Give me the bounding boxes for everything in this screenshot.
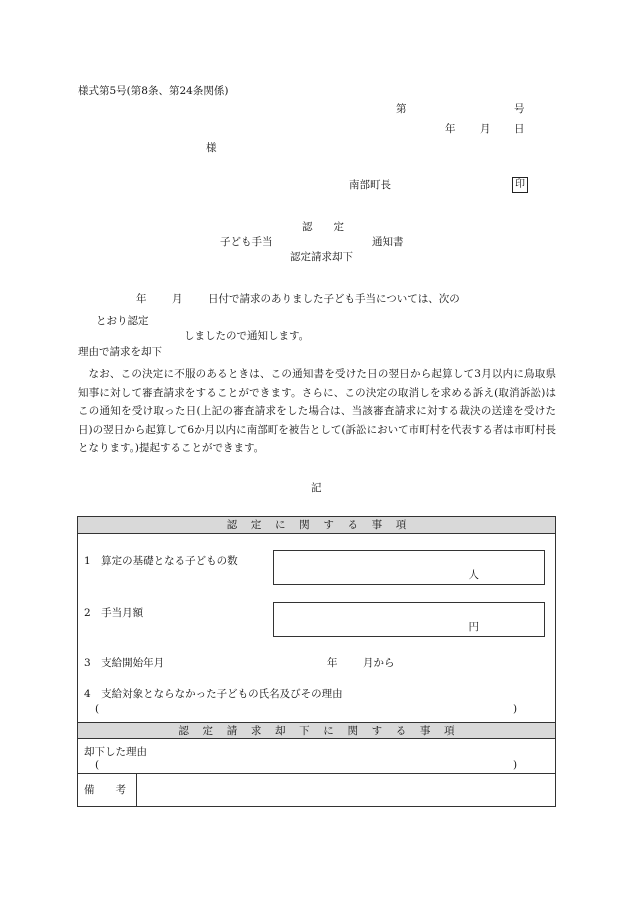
details-table — [77, 516, 556, 807]
title-option-rejection: 認定請求却下 — [290, 251, 353, 263]
title-main-right: 通知書 — [372, 236, 404, 248]
form-number: 様式第5号(第8条、第24条関係) — [78, 85, 229, 97]
remarks-field[interactable] — [137, 774, 555, 806]
section-rejection-header: 認定請求却下に関する事項 — [78, 722, 555, 739]
appeal-notice-paragraph — [78, 365, 556, 458]
rejection-reason-label: 却下した理由 — [84, 746, 147, 758]
body-year-label: 年 — [136, 293, 147, 305]
date-day-label: 日 — [514, 123, 525, 135]
ki-label: 記 — [311, 482, 322, 494]
children-count-unit: 人 — [468, 568, 479, 581]
title-main-left: 子ども手当 — [220, 236, 273, 248]
sender-name: 南部町長 — [349, 179, 391, 191]
remarks-label: 備 考 — [84, 784, 126, 796]
children-count-field[interactable] — [273, 550, 545, 585]
monthly-allowance-unit: 円 — [468, 620, 479, 633]
date-year-label: 年 — [445, 123, 456, 135]
seal-mark: 印 — [512, 177, 528, 193]
body-line-approve: とおり認定 — [96, 315, 149, 327]
appeal-notice-text: なお、この決定に不服のあるときは、この通知書を受けた日の翌日から起算して3月以内に鳥取県知事に対して審査請求をすることができます。さらに、この決定の取消しを求める訴え(取消訴訟)はこの通知を受け取った日(上記の審査請求をした場合は、当該審査請求に対する裁決の送達を受けた日)の翌日から起算して6か月以内に南部町を被告として(訴訟において市町村を代表する者は市町村長となります。)提起することができます。 — [78, 368, 556, 454]
date-month-label: 月 — [480, 123, 491, 135]
item-monthly-allowance-label: 2 手当月額 — [84, 607, 144, 619]
start-year-label: 年 — [327, 657, 338, 669]
ineligible-reason-close-paren: ) — [513, 703, 518, 715]
title-option-approval: 認 定 — [302, 221, 344, 233]
body-line-reject: 理由で請求を却下 — [78, 346, 162, 358]
document-number-prefix: 第 — [396, 103, 407, 115]
item-children-count-label: 1 算定の基礎となる子どもの数 — [84, 555, 238, 567]
body-line-notify: しましたので通知します。 — [184, 330, 310, 342]
addressee-suffix: 様 — [206, 142, 217, 154]
document-number-suffix: 号 — [514, 103, 525, 115]
body-month-label: 月 — [172, 293, 183, 305]
item-start-month-label: 3 支給開始年月 — [84, 657, 165, 669]
start-month-label: 月から — [363, 657, 395, 669]
body-line-1: 日付で請求のありました子ども手当については、次の — [208, 293, 460, 305]
monthly-allowance-field[interactable] — [273, 602, 545, 637]
item-ineligible-children-label: 4 支給対象とならなかった子どもの氏名及びその理由 — [84, 688, 343, 700]
section-approval-header: 認定に関する事項 — [78, 517, 555, 534]
rejection-reason-open-paren: ( — [95, 759, 100, 771]
ineligible-reason-open-paren: ( — [95, 703, 100, 715]
rejection-reason-close-paren: ) — [513, 759, 518, 771]
